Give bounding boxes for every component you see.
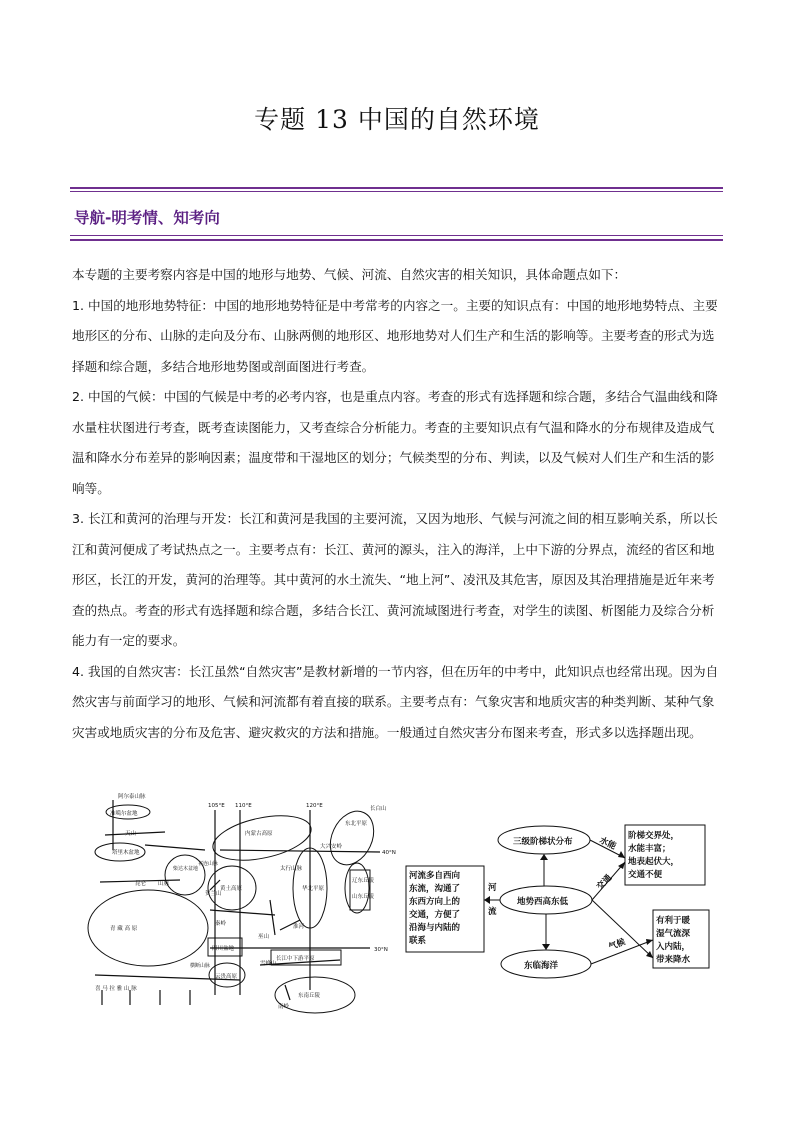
sichuan-label: 四川盆地 — [212, 946, 235, 952]
hengduan-label: 横断山脉 — [190, 963, 211, 969]
himalaya-label: 喜 马 拉 雅 山 脉 — [95, 986, 137, 992]
hydro-transport-line-1: 阶梯交界处， — [628, 831, 680, 841]
river-label-char-2: 流 — [488, 907, 497, 917]
xuefeng-label: 雪峰山 — [260, 961, 277, 967]
lat40-label: 40°N — [382, 850, 396, 856]
dongbei-ellipse — [322, 804, 382, 872]
climate-effect-line-3: 入内陆， — [656, 942, 691, 952]
river-label-char-1: 河 — [488, 883, 497, 893]
helan-label: 贺兰山 — [205, 891, 222, 897]
paragraph-disasters: 4. 我国的自然灾害：长江虽然“自然灾害”是教材新增的一节内容，但在历年的中考中，此知识点也经常出现。因为自然灾害与前面学习的地形、气候和河流都有着直接的联系。主要考点有：气象灾害和地质灾害的种类判断、某种气象灾害或地质灾害的分布及危害、避灾救灾的方法和措施。一般通过自然灾害分布图来考查，形式多以选择题出现。 — [72, 663, 719, 740]
terrain-figures-svg — [80, 790, 720, 1020]
title-divider-top — [70, 187, 723, 189]
section-heading: 导航-明考情、知考向 — [74, 209, 220, 227]
east-sea-label: 东临海洋 — [524, 961, 559, 971]
lon110-label: 110°E — [235, 803, 252, 809]
intro-paragraph: 本专题的主要考察内容是中国的地形与地势、气候、河流、自然灾害的相关知识，具体命题点如下： — [72, 267, 627, 282]
tianshan-label: 天山 — [125, 831, 137, 837]
lon105-label: 105°E — [208, 803, 225, 809]
huangtu-label: 黄土高原 — [220, 886, 243, 892]
neimenggu-ellipse — [209, 808, 315, 868]
wushan-label: 巫山 — [258, 934, 270, 940]
taihang-label: 太行山脉 — [280, 866, 303, 872]
transport-label: 交通 — [595, 873, 615, 893]
hydro-transport-line-2: 水能丰富； — [628, 844, 671, 854]
hydro-transport-line-4: 交通不便 — [628, 870, 663, 880]
paragraph-rivers: 3. 长江和黄河的治理与开发：长江和黄河是我国的主要河流，又因为地形、气候与河流之间的相互影响关系，所以长江和黄河便成了考试热点之一。主要考点有：长江、黄河的源头，注入的海洋，上中下游的分界点，流经的省区和地形区，长江的开发，黄河的治理等。其中黄河的水土流失、“地上河”、凌汛及其危害，原因及其治理措施是近年来考查的热点。考查的形式有选择题和综合题，多结合长江、黄河流域图进行考查，对学生的读图、析图能力及综合分析能力有一定的要求。 — [72, 511, 718, 648]
dongnan-label: 东南丘陵 — [298, 993, 321, 999]
climate-link-line — [592, 900, 653, 958]
huabei-label: 华北平原 — [302, 886, 325, 892]
qilian-label: 祁连山脉 — [198, 861, 219, 867]
river-effect-line-4: 交通，方便了 — [409, 910, 461, 920]
river-effect-line-5: 沿海与内陆的 — [409, 923, 461, 933]
climate-effect-line-2: 湿气流深 — [656, 929, 691, 939]
kunlun2-label: 山脉 — [158, 881, 170, 887]
climate-effect-line-1: 有利于暖 — [656, 916, 691, 926]
changbai-label: 长白山 — [370, 806, 387, 812]
river-effect-line-6: 联系 — [409, 936, 427, 946]
page-title: 专题 13 中国的自然环境 — [254, 105, 540, 134]
terrain-sketch-map — [88, 792, 396, 1013]
yungui-label: 云贵高原 — [215, 974, 238, 980]
neimenggu-label: 内蒙古高原 — [245, 831, 273, 837]
section-divider-bottom — [70, 239, 723, 241]
altai-label: 阿尔泰山脉 — [118, 794, 146, 800]
paragraph-climate: 2. 中国的气候：中国的气候是中考的必考内容，也是重点内容。考查的形式有选择题和综合题，多结合气温曲线和降水量柱状图进行考查，既考查读图能力，又考查综合分析能力。考查的主要知识点有气温和降水的分布规律及造成气温和降水分布差异的影响因素；温度带和干湿地区的划分；气候类型的分布、判读，以及气候对人们生产和生活的影响等。 — [72, 389, 718, 496]
changjiang-label: 长江中下游平原 — [276, 956, 315, 962]
kunlun-label: 昆仑 — [135, 881, 147, 887]
shandong-label: 山东丘陵 — [352, 894, 375, 900]
three-step-label: 三级阶梯状分布 — [513, 837, 573, 847]
lat40-line — [220, 850, 380, 852]
junggar-label: 准噶尔盆地 — [110, 811, 138, 817]
liaodong-label: 辽东丘陵 — [352, 878, 375, 884]
west-high-east-low-label: 地势西高东低 — [517, 897, 569, 907]
lon120-label: 120°E — [306, 803, 323, 809]
nanling-label: 南岭 — [278, 1004, 290, 1010]
terrain-relationship-diagram — [406, 825, 709, 978]
liaodong-box — [350, 870, 370, 910]
hydro-label: 水能 — [597, 835, 618, 852]
qaidam-label: 柴达木盆地 — [173, 866, 199, 872]
tarim-label: 塔里木盆地 — [112, 850, 140, 856]
river-effect-line-1: 河流多自西向 — [409, 871, 461, 881]
qilian-line — [145, 845, 205, 850]
qinling-line — [210, 910, 275, 915]
climate-effect-line-4: 带来降水 — [656, 955, 691, 965]
section-divider-top — [70, 235, 723, 236]
qingzang-label: 青 藏 高 原 — [110, 926, 138, 932]
climate-label: 气候 — [607, 937, 627, 953]
lat30-label: 30°N — [374, 947, 388, 953]
daxinganling-label: 大兴安岭 — [320, 844, 343, 850]
river-effect-line-2: 东流，沟通了 — [409, 884, 461, 894]
body-text — [72, 260, 724, 748]
dongbei-label: 东北平原 — [345, 821, 368, 827]
title-divider-bottom — [70, 191, 723, 192]
qingzang-ellipse — [88, 890, 208, 966]
paragraph-terrain: 1. 中国的地形地势特征：中国的地形地势特征是中考常考的内容之一。主要的知识点有：中国的地形地势特点、主要地形区的分布、山脉的走向及分布、山脉两侧的地形区、地形地势对人们生产和生活的影响等。主要考查的形式为选择题和综合题，多结合地形地势图或剖面图进行考查。 — [72, 297, 718, 374]
huaihe-label: 淮河 — [293, 924, 305, 930]
river-effect-line-3: 东西方向上的 — [409, 897, 461, 907]
qinling-label: 秦岭 — [215, 921, 227, 927]
figures — [80, 790, 720, 1024]
hydro-transport-line-3: 地表起伏大， — [628, 857, 680, 867]
